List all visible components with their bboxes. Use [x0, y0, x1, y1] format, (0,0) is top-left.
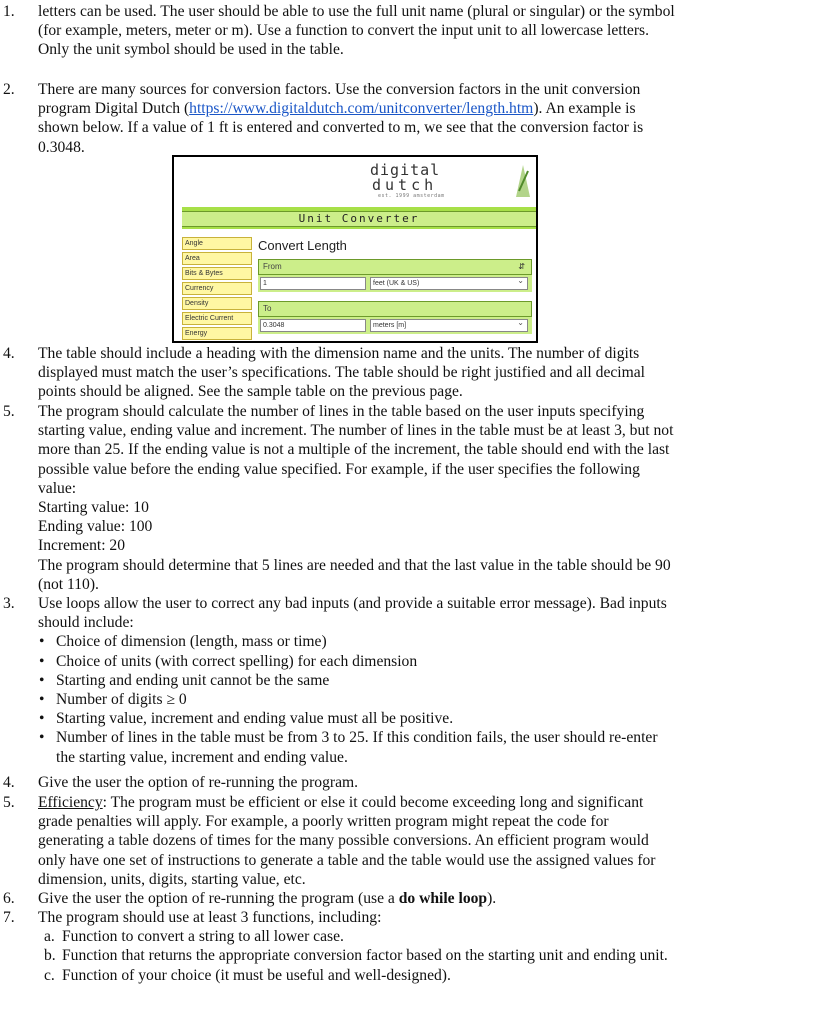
- swap-arrows-icon[interactable]: ⇵: [518, 262, 525, 271]
- item-number: 6.: [3, 890, 15, 907]
- logo-graphic-icon: [514, 161, 532, 199]
- efficiency-label: Efficiency: [38, 794, 103, 811]
- bad-inputs-list: [38, 632, 678, 766]
- dimension-menu: [182, 237, 252, 342]
- menu-item-density[interactable]: Density: [182, 297, 252, 310]
- item-number: 2.: [3, 81, 15, 98]
- list-item: • Starting value, increment and ending value must all be positive.: [38, 709, 678, 728]
- item-text-conclusion: The program should determine that 5 lines are needed and that the last value in the table should be 90 (not 110).: [38, 556, 671, 593]
- item-number: 4.: [3, 345, 15, 362]
- menu-item-energy[interactable]: Energy: [182, 327, 252, 340]
- digital-dutch-logo: digital dutch est. 1999 amsterdam: [370, 161, 445, 199]
- from-value-input[interactable]: 1: [260, 277, 366, 290]
- from-label: From: [263, 262, 282, 271]
- item-text: Give the user the option of re-running the program (use a do while loop).: [38, 890, 497, 907]
- list-item: • Choice of units (with correct spelling) for each dimension: [38, 652, 678, 671]
- item-text: Efficiency: The program must be efficient or else it could become exceeding long and significant grade penalties will apply. For example, a poorly written program might repeat the code for generating a table dozens of times for the many possible conversions. An efficient program would only have one set of instructions to generate a table and the table would use the assigned values for dimension, units, digits, starting value, etc.: [38, 794, 656, 888]
- to-bar: [258, 301, 532, 317]
- list-item: • Choice of dimension (length, mass or time): [38, 632, 678, 651]
- item-number: 3.: [3, 595, 15, 612]
- item-number: 5.: [3, 403, 15, 420]
- list-item: c. Function of your choice (it must be useful and well-designed).: [44, 966, 451, 984]
- item-number: 4.: [3, 774, 15, 791]
- functions-list: [38, 927, 678, 985]
- item-number: 7.: [3, 909, 15, 926]
- item-text: Give the user the option of re-running the program.: [38, 774, 359, 791]
- menu-item-currency[interactable]: Currency: [182, 282, 252, 295]
- item-text: The table should include a heading with the dimension name and the units. The number of digits displayed must match the user’s specifications. The table should be right justified and all decimal points should be aligned. See the sample table on the previous page.: [38, 345, 645, 401]
- menu-item-angle[interactable]: Angle: [182, 237, 252, 250]
- item-text: The program should use at least 3 functions, including:: [38, 909, 382, 926]
- to-row: [258, 317, 532, 334]
- item-number: 5.: [3, 794, 15, 811]
- item-text: The program should calculate the number of lines in the table based on the user inputs specifying starting value, ending value and increment. The number of lines in the table must be at least 3, but not more than 25. If the ending value is not a multiple of the increment, the table should end with the last possible value before the ending value specified. For example, if the user specifies the following value:: [38, 403, 674, 497]
- item-text: Use loops allow the user to correct any bad inputs (and provide a suitable error message). Bad inputs should include:: [38, 595, 667, 632]
- from-unit-select[interactable]: feet (UK & US) ⌄: [370, 277, 528, 290]
- list-item: • Number of digits ≥ 0: [38, 690, 678, 709]
- to-unit-select[interactable]: meters [m] ⌄: [370, 319, 528, 332]
- unit-converter-bar: Unit Converter: [182, 211, 536, 227]
- digital-dutch-link[interactable]: https://www.digitaldutch.com/unitconverter/length.htm: [189, 100, 534, 118]
- item-number: 1.: [3, 3, 15, 20]
- item-text: There are many sources for conversion factors. Use the conversion factors in the unit conversion program Digital Dutch (https://www.digitaldutch.com/unitconverter/length.htm). An example is shown below. If a value of 1 ft is entered and converted to m, we see that the conversion factor is 0.3048.: [38, 81, 644, 156]
- item-text: letters can be used. The user should be able to use the full unit name (plural or singular) or the symbol (for example, meters, meter or m). Use a function to convert the input unit to all lowercase letters. Only the unit symbol should be used in the table.: [38, 3, 675, 59]
- menu-item-area[interactable]: Area: [182, 252, 252, 265]
- increment-line: Increment: 20: [38, 537, 126, 555]
- converter-screenshot: [172, 155, 538, 343]
- to-value-output: 0.3048: [260, 319, 366, 332]
- from-row: [258, 275, 532, 292]
- ending-value-line: Ending value: 100: [38, 518, 153, 536]
- list-item: • Number of lines in the table must be from 3 to 25. If this condition fails, the user should re-enter the starting value, increment and ending value.: [38, 728, 678, 766]
- do-while-emphasis: do while loop: [398, 890, 488, 907]
- list-item: b. Function that returns the appropriate conversion factor based on the starting unit and ending unit.: [44, 947, 668, 965]
- to-label: To: [263, 304, 272, 313]
- list-item: a. Function to convert a string to all lower case.: [44, 928, 344, 946]
- from-bar: [258, 259, 532, 275]
- list-item: • Starting and ending unit cannot be the same: [38, 671, 678, 690]
- menu-item-bits-bytes[interactable]: Bits & Bytes: [182, 267, 252, 280]
- starting-value-line: Starting value: 10: [38, 499, 149, 517]
- convert-title: Convert Length: [258, 238, 347, 253]
- menu-item-electric-current[interactable]: Electric Current: [182, 312, 252, 325]
